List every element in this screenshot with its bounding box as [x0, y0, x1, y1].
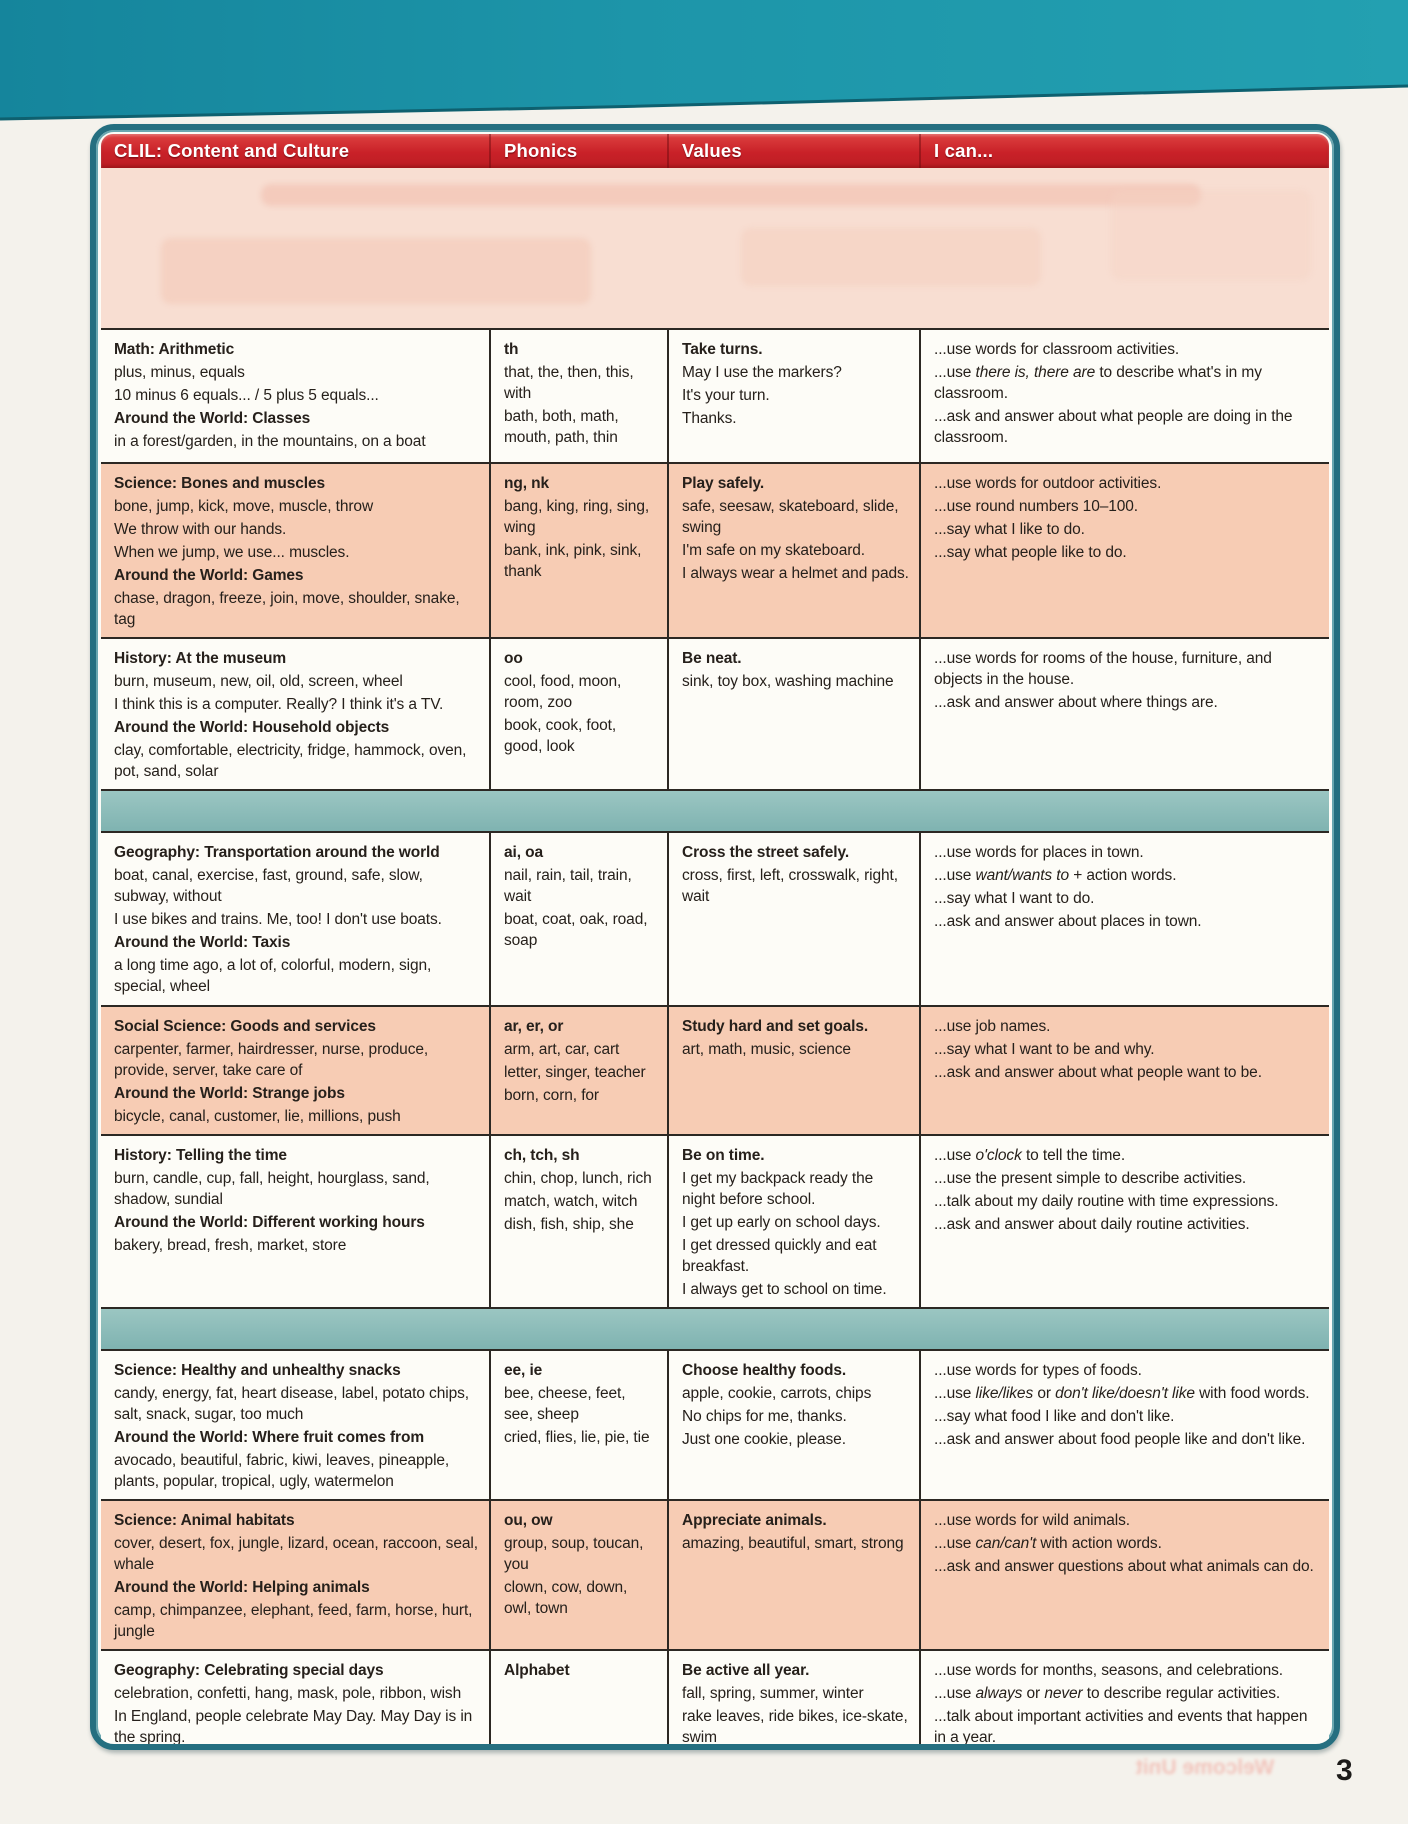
table-row	[101, 462, 1329, 637]
bleed-through-ghost	[741, 228, 1041, 286]
cell-line: I use bikes and trains. Me, too! I don't use boats.	[114, 911, 442, 928]
cell-line: burn, candle, cup, fall, height, hourglass, sand, shadow, sundial	[114, 1170, 430, 1208]
cell-line: It's your turn.	[682, 387, 770, 404]
cell-line: When we jump, we use... muscles.	[114, 544, 350, 561]
cell-line: ...use the present simple to describe activities.	[934, 1170, 1247, 1187]
bleed-through-text: Welcome Unit	[1135, 1756, 1275, 1779]
cell-line: ...use words for outdoor activities.	[934, 475, 1162, 492]
bleed-through-ghost	[261, 184, 1201, 206]
cell-line: ou, ow	[504, 1512, 553, 1529]
cell-line: ...say what I want to be and why.	[934, 1041, 1155, 1058]
unit-separator-band	[101, 1307, 1329, 1349]
cell-line: avocado, beautiful, fabric, kiwi, leaves, pineapple, plants, popular, tropical, ugly, watermelon	[114, 1452, 450, 1490]
clil-cell	[101, 1501, 489, 1649]
values-cell	[667, 1651, 919, 1750]
cell-line: ...ask and answer questions about what animals can do.	[934, 1558, 1314, 1575]
cell-line: Science: Bones and muscles	[114, 475, 326, 492]
cell-line: Math: Arithmetic	[114, 341, 235, 358]
cell-line: Geography: Celebrating special days	[114, 1662, 384, 1679]
cell-line: ee, ie	[504, 1362, 543, 1379]
cell-line: candy, energy, fat, heart disease, label, potato chips, salt, snack, sugar, too much	[114, 1385, 469, 1423]
cell-line: I always get to school on time.	[682, 1281, 887, 1298]
cell-line: ...use there is, there are to describe what's in my classroom.	[934, 364, 1262, 402]
cell-line: ai, oa	[504, 844, 544, 861]
cell-line: nail, rain, tail, train, wait	[504, 867, 632, 905]
cell-line: art, math, music, science	[682, 1041, 851, 1058]
ican-cell	[919, 1651, 1329, 1750]
cell-line: ...use words for places in town.	[934, 844, 1144, 861]
phonics-cell	[489, 1501, 667, 1649]
ican-cell	[919, 833, 1329, 1005]
column-header-phonics: Phonics	[489, 134, 667, 168]
cell-line: Science: Healthy and unhealthy snacks	[114, 1362, 401, 1379]
cell-line: Around the World: Games	[114, 567, 304, 584]
cell-line: ...say what food I like and don't like.	[934, 1408, 1175, 1425]
cell-line: I always wear a helmet and pads.	[682, 565, 909, 582]
cell-line: sink, toy box, washing machine	[682, 673, 894, 690]
cell-line: ...use round numbers 10–100.	[934, 498, 1139, 515]
bleed-through-ghost	[161, 238, 591, 304]
clil-cell	[101, 464, 489, 637]
table-header-row	[101, 134, 1329, 168]
cell-line: Be on time.	[682, 1147, 765, 1164]
phonics-cell	[489, 1351, 667, 1499]
cell-line: ...talk about my daily routine with time expressions.	[934, 1193, 1279, 1210]
cell-line: ...use words for classroom activities.	[934, 341, 1180, 358]
phonics-cell	[489, 639, 667, 789]
clil-cell	[101, 1351, 489, 1499]
table-row	[101, 1499, 1329, 1649]
phonics-cell	[489, 833, 667, 1005]
clil-cell	[101, 1651, 489, 1750]
cell-line: Just one cookie, please.	[682, 1431, 846, 1448]
table-row	[101, 831, 1329, 1005]
values-cell	[667, 330, 919, 462]
phonics-cell	[489, 1136, 667, 1307]
cell-line: boat, coat, oak, road, soap	[504, 911, 648, 949]
cell-line: Around the World: Where fruit comes from	[114, 1429, 425, 1446]
cell-line: Cross the street safely.	[682, 844, 850, 861]
table-body	[101, 168, 1329, 1746]
teal-band-shape	[0, 0, 1408, 119]
cell-line: boat, canal, exercise, fast, ground, safe, slow, subway, without	[114, 867, 423, 905]
column-header-ican: I can...	[919, 134, 1329, 168]
cell-line: bone, jump, kick, move, muscle, throw	[114, 498, 374, 515]
values-cell	[667, 1007, 919, 1134]
cell-line: born, corn, for	[504, 1087, 599, 1104]
cell-line: ...use words for types of foods.	[934, 1362, 1142, 1379]
values-cell	[667, 1501, 919, 1649]
cell-line: Around the World: Different working hours	[114, 1214, 425, 1231]
cell-line: rake leaves, ride bikes, ice-skate, swim	[682, 1708, 908, 1746]
cell-line: fall, spring, summer, winter	[682, 1685, 864, 1702]
cell-line: ...use words for wild animals.	[934, 1512, 1130, 1529]
cell-line: We throw with our hands.	[114, 521, 287, 538]
clil-cell	[101, 1136, 489, 1307]
cell-line: apple, cookie, carrots, chips	[682, 1385, 872, 1402]
values-cell	[667, 639, 919, 789]
phonics-cell	[489, 1651, 667, 1750]
cell-line: ...use want/wants to + action words.	[934, 867, 1177, 884]
cell-line: ...ask and answer about food people like and don't like.	[934, 1431, 1306, 1448]
ican-cell	[919, 639, 1329, 789]
cell-line: clown, cow, down, owl, town	[504, 1579, 628, 1617]
cell-line: Appreciate animals.	[682, 1512, 827, 1529]
cell-line: Alphabet	[504, 1662, 570, 1679]
cell-line: Social Science: Goods and services	[114, 1018, 376, 1035]
cell-line: Study hard and set goals.	[682, 1018, 869, 1035]
cell-line: Around the World: Strange jobs	[114, 1085, 345, 1102]
ican-cell	[919, 1501, 1329, 1649]
bleed-through-spacer-row	[101, 168, 1329, 328]
cell-line: dish, fish, ship, she	[504, 1216, 634, 1233]
cell-line: ...ask and answer about places in town.	[934, 913, 1202, 930]
phonics-cell	[489, 464, 667, 637]
cell-line: ...use always or never to describe regular activities.	[934, 1685, 1281, 1702]
cell-line: bicycle, canal, customer, lie, millions, push	[114, 1108, 401, 1125]
table-row	[101, 1649, 1329, 1750]
cell-line: ...use job names.	[934, 1018, 1051, 1035]
table-row	[101, 637, 1329, 789]
cell-line: Thanks.	[682, 410, 737, 427]
cell-line: letter, singer, teacher	[504, 1064, 646, 1081]
values-cell	[667, 1136, 919, 1307]
cell-line: chin, chop, lunch, rich	[504, 1170, 652, 1187]
cell-line: ...talk about important activities and events that happen in a year.	[934, 1708, 1308, 1746]
clil-cell	[101, 639, 489, 789]
cell-line: group, soup, toucan, you	[504, 1535, 644, 1573]
unit-separator-band	[101, 789, 1329, 831]
cell-line: ...say what I like to do.	[934, 521, 1085, 538]
cell-line: ...ask and answer about where things are.	[934, 694, 1218, 711]
cell-line: No chips for me, thanks.	[682, 1408, 847, 1425]
clil-cell	[101, 330, 489, 462]
cell-line: ...say what people like to do.	[934, 544, 1127, 561]
cell-line: Around the World: Taxis	[114, 934, 291, 951]
cell-line: In England, people celebrate May Day. May Day is in the spring.	[114, 1708, 473, 1746]
ican-cell	[919, 1351, 1329, 1499]
cell-line: in a forest/garden, in the mountains, on a boat	[114, 433, 426, 450]
cell-line: ...use o'clock to tell the time.	[934, 1147, 1126, 1164]
cell-line: Be active all year.	[682, 1662, 810, 1679]
values-cell	[667, 464, 919, 637]
cell-line: that, the, then, this, with	[504, 364, 634, 402]
ican-cell	[919, 464, 1329, 637]
cell-line: ...ask and answer about what people want to be.	[934, 1064, 1262, 1081]
cell-line: amazing, beautiful, smart, strong	[682, 1535, 904, 1552]
values-cell	[667, 1351, 919, 1499]
cell-line: I get up early on school days.	[682, 1214, 881, 1231]
cell-line: ...use can/can't with action words.	[934, 1535, 1162, 1552]
cell-line: a long time ago, a lot of, colorful, modern, sign, special, wheel	[114, 957, 432, 995]
clil-cell	[101, 1007, 489, 1134]
cell-line: book, cook, foot, good, look	[504, 717, 617, 755]
ican-cell	[919, 1007, 1329, 1134]
cell-line: Around the World: Helping animals	[114, 1579, 370, 1596]
cell-line: safe, seesaw, skateboard, slide, swing	[682, 498, 899, 536]
cell-line: ...use words for months, seasons, and celebrations.	[934, 1662, 1284, 1679]
cell-line: 10 minus 6 equals... / 5 plus 5 equals...	[114, 387, 379, 404]
cell-line: oo	[504, 650, 523, 667]
clil-cell	[101, 833, 489, 1005]
ican-cell	[919, 330, 1329, 462]
cell-line: cover, desert, fox, jungle, lizard, ocean, raccoon, seal, whale	[114, 1535, 478, 1573]
cell-line: Science: Animal habitats	[114, 1512, 295, 1529]
phonics-cell	[489, 1007, 667, 1134]
cell-line: plus, minus, equals	[114, 364, 245, 381]
cell-line: cool, food, moon, room, zoo	[504, 673, 622, 711]
column-header-clil: CLIL: Content and Culture	[114, 140, 350, 161]
cell-line: chase, dragon, freeze, join, move, shoulder, snake, tag	[114, 590, 460, 628]
cell-line: cried, flies, lie, pie, tie	[504, 1429, 650, 1446]
cell-line: I'm safe on my skateboard.	[682, 542, 865, 559]
cell-line: Choose healthy foods.	[682, 1362, 847, 1379]
cell-line: celebration, confetti, hang, mask, pole, ribbon, wish	[114, 1685, 462, 1702]
cell-line: burn, museum, new, oil, old, screen, wheel	[114, 673, 403, 690]
cell-line: ch, tch, sh	[504, 1147, 580, 1164]
cell-line: ...ask and answer about what people are doing in the classroom.	[934, 408, 1293, 446]
cell-line: ng, nk	[504, 475, 550, 492]
values-cell	[667, 833, 919, 1005]
bleed-through-ghost	[1111, 190, 1311, 280]
cell-line: bath, both, math, mouth, path, thin	[504, 408, 619, 446]
cell-line: cross, first, left, crosswalk, right, wait	[682, 867, 898, 905]
table-row	[101, 1005, 1329, 1134]
cell-line: arm, art, car, cart	[504, 1041, 620, 1058]
cell-line: ...use words for rooms of the house, furniture, and objects in the house.	[934, 650, 1272, 688]
cell-line: I get dressed quickly and eat breakfast.	[682, 1237, 877, 1275]
cell-line: ...use like/likes or don't like/doesn't like with food words.	[934, 1385, 1310, 1402]
column-header-values: Values	[667, 134, 919, 168]
table-row	[101, 1134, 1329, 1307]
cell-line: clay, comfortable, electricity, fridge, hammock, oven, pot, sand, solar	[114, 742, 467, 780]
page-top-band	[0, 0, 1408, 130]
cell-line: bang, king, ring, sing, wing	[504, 498, 650, 536]
cell-line: History: At the museum	[114, 650, 287, 667]
scope-sequence-table	[90, 124, 1340, 1750]
cell-line: match, watch, witch	[504, 1193, 638, 1210]
cell-line: I get my backpack ready the night before school.	[682, 1170, 874, 1208]
cell-line: ...say what I want to do.	[934, 890, 1095, 907]
cell-line: bank, ink, pink, sink, thank	[504, 542, 642, 580]
cell-line: th	[504, 341, 519, 358]
ican-cell	[919, 1136, 1329, 1307]
page-number: 3	[1336, 1754, 1353, 1787]
cell-line: Around the World: Classes	[114, 410, 311, 427]
cell-line: Around the World: Household objects	[114, 719, 390, 736]
cell-line: Geography: Transportation around the world	[114, 844, 440, 861]
cell-line: History: Telling the time	[114, 1147, 287, 1164]
cell-line: I think this is a computer. Really? I think it's a TV.	[114, 696, 444, 713]
cell-line: May I use the markers?	[682, 364, 842, 381]
cell-line: camp, chimpanzee, elephant, feed, farm, horse, hurt, jungle	[114, 1602, 473, 1640]
cell-line: Play safely.	[682, 475, 765, 492]
cell-line: Be neat.	[682, 650, 742, 667]
cell-line: ar, er, or	[504, 1018, 564, 1035]
cell-line: Take turns.	[682, 341, 763, 358]
table-row	[101, 1349, 1329, 1499]
table-row	[101, 328, 1329, 462]
cell-line: bakery, bread, fresh, market, store	[114, 1237, 347, 1254]
cell-line: bee, cheese, feet, see, sheep	[504, 1385, 626, 1423]
cell-line: ...ask and answer about daily routine activities.	[934, 1216, 1250, 1233]
cell-line: carpenter, farmer, hairdresser, nurse, produce, provide, server, take care of	[114, 1041, 429, 1079]
phonics-cell	[489, 330, 667, 462]
